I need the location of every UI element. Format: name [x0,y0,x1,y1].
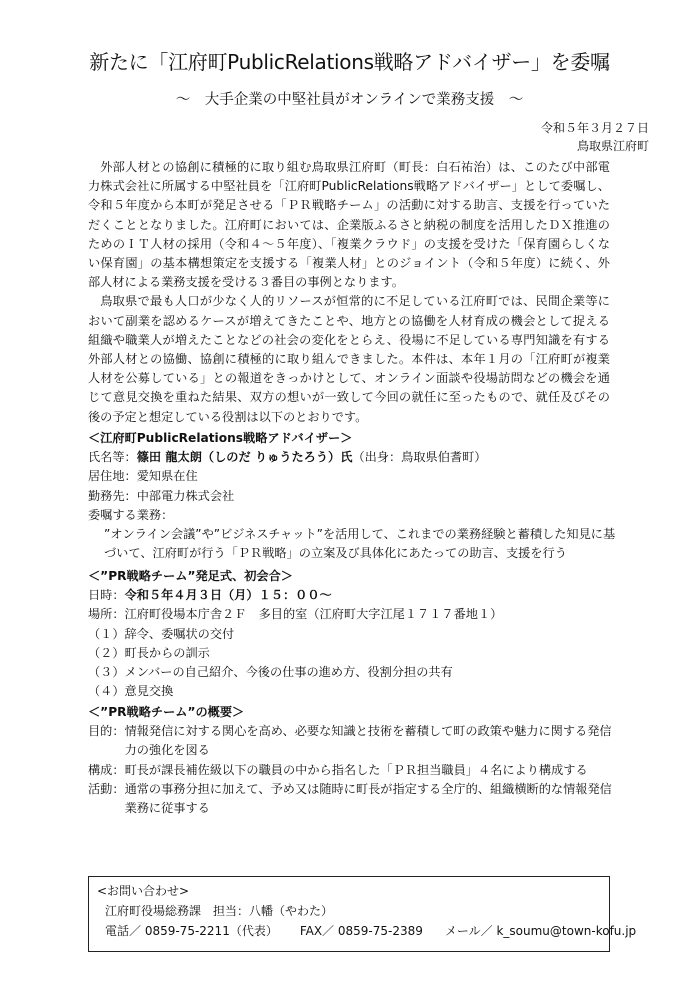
kickoff-datetime: 令和５年４月３日（月）１５：００～ [124,588,332,603]
document-title: 新たに「江府町PublicRelations戦略アドバイザー」を委嘱 [89,50,610,74]
contact-dept: 江府町役場総務課 担当：八幡（やわた） [105,904,334,918]
contact-mail[interactable]: メール／ k_soumu@town-kofu.jp [444,924,637,938]
kickoff-venue: 場所：江府町役場本庁舎２Ｆ 多目的室（江府町大字江尾１７１７番地１） [88,607,503,622]
kickoff-item: （４）意見交換 [88,684,174,699]
kickoff-datetime-line [88,586,618,605]
advisor-employer: 勤務先：中部電力株式会社 [88,488,235,503]
document-subtitle: ～ 大手企業の中堅社員がオンラインで業務支援 ～ [175,92,524,108]
duties-text: ”オンライン会議”や”ビジネスチャット”を活用して、これまでの業務経験と蓄積した知見に基づいて、江府町が行う「ＰＲ戦略」の立案及び具体化にあたっての助言、支援を行う [104,527,616,561]
overview-section [88,703,618,818]
advisor-residence: 居住地：愛知県在住 [88,469,198,484]
duties-label: 委嘱する業務： [88,507,174,522]
overview-heading: ＜”PR戦略チーム”の概要＞ [88,705,245,719]
contact-heading: <お問い合わせ> [97,884,190,898]
advisor-heading: ＜江府町PublicRelations戦略アドバイザー＞ [88,431,353,445]
overview-row-activity [88,780,618,818]
contact-numbers [97,921,637,941]
date-issuer-block [541,119,649,155]
contact-box [88,876,637,952]
contact-phone: 電話／ 0859-75-2211（代表） [105,924,278,938]
overview-text: 町長が課長補佐級以下の職員の中から指名した「ＰＲ担当職員」４名により構成する [124,762,588,777]
paragraph-1: 外部人材との協創に積極的に取り組む鳥取県江府町（町長：白石祐治）は、このたび中部電力株式会社に所属する中堅社員を「江府町PublicRelations戦略アドバイザー」として委嘱し、令和５年度から本町が発足させる「ＰＲ戦略チーム」の活動に対する助言、支援を行っていただくこととなりました。江府町においては、企業版ふるさと納税の制度を活用したＤＸ推進のためのＩＴ人材の採用（令和４～５年度）、「複業クラウド」の支援を受けた「保育園らしくない保育園」の基本構想策定を支援する「複業人材」とのジョイント（令和５年度）に続く、外部人材による業務支援を受ける３番目の事例となります。 [88,160,610,290]
kickoff-datetime-label: 日時： [88,588,125,603]
issue-date: 令和５年３月２７日 [540,121,649,135]
advisor-section [88,429,618,563]
contact-fax: FAX／ 0859-75-2389 [299,924,423,938]
kickoff-item: （２）町長からの訓示 [88,645,210,660]
body-text [88,158,610,427]
advisor-name: 篠田 龍太朗（しのだ りゅうたろう）氏 [136,450,353,465]
kickoff-item: （１）辞令、委嘱状の交付 [88,626,235,641]
kickoff-section [88,567,618,701]
overview-row-composition [88,761,618,780]
overview-row-purpose [88,722,618,760]
overview-text: 通常の事務分担に加えて、予め又は随時に町長が指定する全庁的、組織横断的な情報発信業務に従事する [124,781,612,816]
issuer: 鳥取県江府町 [576,139,649,153]
overview-label: 構成： [88,762,125,777]
paragraph-2: 鳥取県で最も人口が少なく人的リソースが恒常的に不足している江府町では、民間企業等において副業を認めるケースが増えてきたことや、地方との協働を人材育成の機会として捉える組織や職業人が増えたことなどの社会の変化をとらえ、役場に不足している専門知識を有する外部人材との協働、協創に積極的に取り組んできました。本件は、本年１月の「江府町が複業人材を公募している」との報道をきっかけとして、オンライン面談や役場訪問などの機会を通じて意見交換を重ねた結果、双方の想いが一致して今回の就任に至ったもので、就任及びその後の予定と想定している役割は以下のとおりです。 [88,294,610,424]
advisor-name-line [88,448,618,467]
overview-text: 情報発信に対する関心を高め、必要な知識と技術を蓄積して町の政策や魅力に関する発信力の強化を図る [124,724,612,758]
overview-label: 活動： [88,781,125,796]
advisor-name-label: 氏名等： [88,450,137,465]
overview-label: 目的： [88,724,125,739]
advisor-origin: （出身：鳥取県伯耆町） [352,450,487,465]
kickoff-item: （３）メンバーの自己紹介、今後の仕事の進め方、役割分担の共有 [88,665,453,680]
kickoff-heading: ＜”PR戦略チーム”発足式、初会合＞ [88,569,293,583]
